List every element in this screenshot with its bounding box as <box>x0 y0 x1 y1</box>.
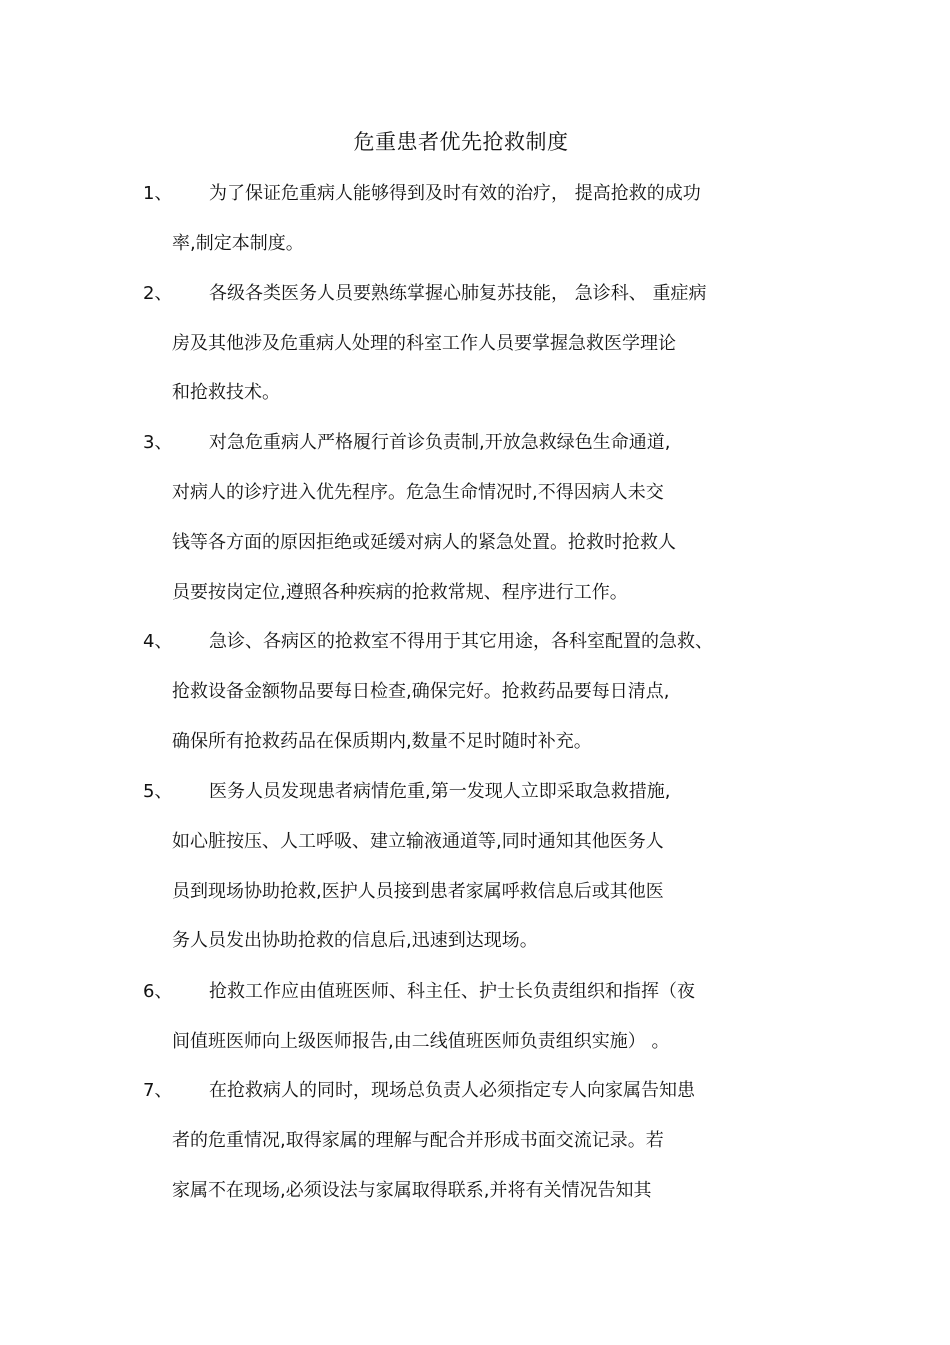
item-text-line: 间值班医师向上级医师报告,由二线值班医师负责组织实施） 。 <box>172 1031 670 1052</box>
item-text-line: 如心脏按压、人工呼吸、建立输液通道等,同时通知其他医务人 <box>172 831 664 852</box>
item-number: 5、 <box>143 781 173 802</box>
item-number: 7、 <box>143 1080 173 1101</box>
item-text-line: 对急危重病人严格履行首诊负责制,开放急救绿色生命通道, <box>209 432 671 453</box>
item-text-line: 家属不在现场,必须设法与家属取得联系,并将有关情况告知其 <box>172 1180 652 1201</box>
item-text-line: 员要按岗定位,遵照各种疾病的抢救常规、程序进行工作。 <box>172 582 628 603</box>
item-text-line: 为了保证危重病人能够得到及时有效的治疗， 提高抢救的成功 <box>209 183 701 204</box>
item-number: 3、 <box>143 432 173 453</box>
item-number: 4、 <box>143 631 173 652</box>
item-text-line: 确保所有抢救药品在保质期内,数量不足时随时补充。 <box>172 731 592 752</box>
item-text-line: 务人员发出协助抢救的信息后,迅速到达现场。 <box>172 930 538 951</box>
item-text-line: 率,制定本制度。 <box>172 233 304 254</box>
item-text-line: 员到现场协助抢救,医护人员接到患者家属呼救信息后或其他医 <box>172 881 664 902</box>
item-text-line: 各级各类医务人员要熟练掌握心肺复苏技能， 急诊科、 重症病 <box>209 283 707 304</box>
item-number: 1、 <box>143 183 173 204</box>
item-text-line: 房及其他涉及危重病人处理的科室工作人员要掌握急救医学理论 <box>172 333 676 354</box>
item-text-line: 和抢救技术。 <box>172 382 280 403</box>
item-number: 2、 <box>143 283 173 304</box>
item-text-line: 钱等各方面的原因拒绝或延缓对病人的紧急处置。抢救时抢救人 <box>172 532 676 553</box>
item-text-line: 抢救设备金额物品要每日检查,确保完好。抢救药品要每日清点, <box>172 681 670 702</box>
item-text-line: 抢救工作应由值班医师、科主任、护士长负责组织和指挥（夜 <box>209 981 695 1002</box>
document-title: 危重患者优先抢救制度 <box>353 130 569 154</box>
item-text-line: 对病人的诊疗进入优先程序。危急生命情况时,不得因病人未交 <box>172 482 664 503</box>
item-number: 6、 <box>143 981 173 1002</box>
item-text-line: 者的危重情况,取得家属的理解与配合并形成书面交流记录。若 <box>172 1130 664 1151</box>
item-text-line: 在抢救病人的同时，现场总负责人必须指定专人向家属告知患 <box>209 1080 695 1101</box>
item-text-line: 医务人员发现患者病情危重,第一发现人立即采取急救措施, <box>209 781 671 802</box>
item-text-line: 急诊、各病区的抢救室不得用于其它用途，各科室配置的急救、 <box>209 631 713 652</box>
